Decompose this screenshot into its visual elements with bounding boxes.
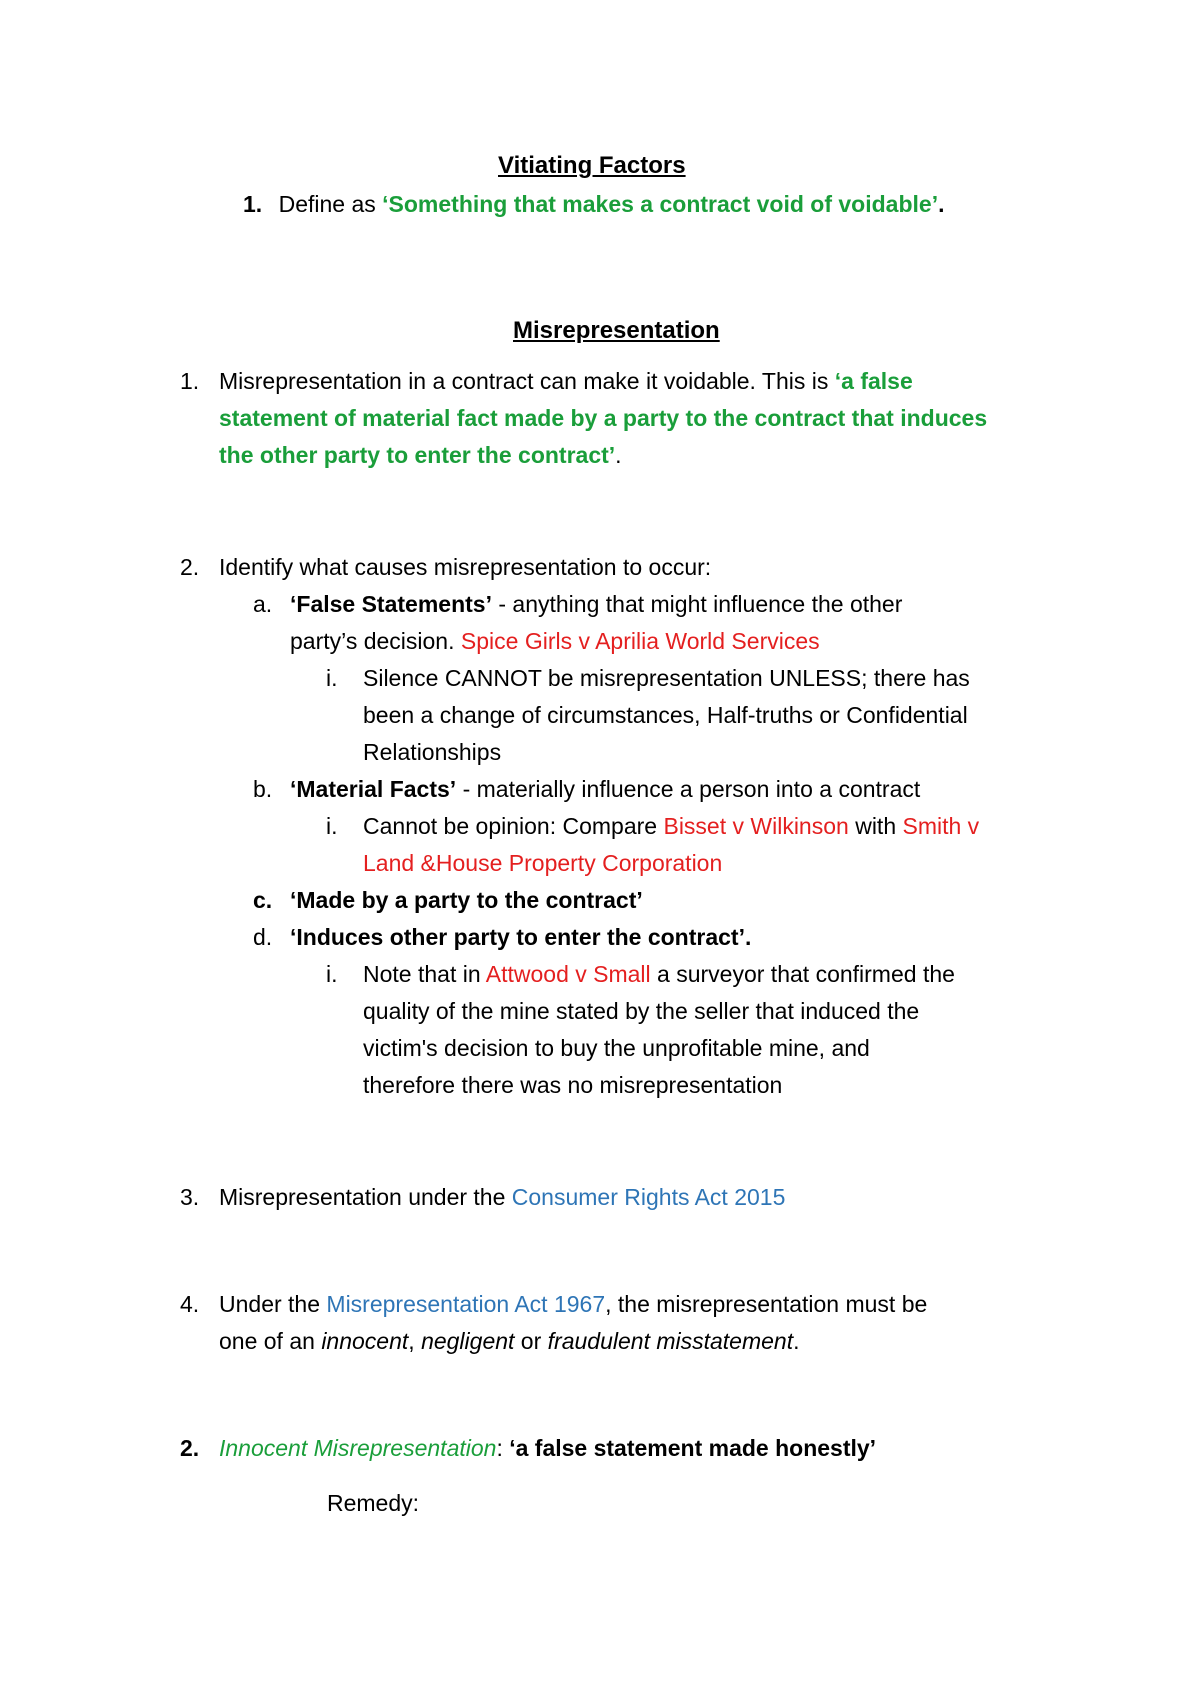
case-bisset: Bisset v Wilkinson: [663, 813, 849, 839]
item1-number: 1.: [180, 368, 200, 394]
item2d-bold: ‘Induces other party to enter the contract’.: [290, 924, 752, 950]
item4-or: or: [514, 1328, 548, 1354]
item2-number: 2.: [180, 554, 200, 580]
item2a-line1: [290, 587, 902, 621]
item2b-rest: - materially influence a person into a contract: [456, 776, 921, 802]
case-smith-cont: Land &House Property Corporation: [363, 850, 723, 876]
item2a-letter: a.: [253, 591, 273, 617]
item5-colon: :: [496, 1435, 510, 1461]
item2d-i-rest: a surveyor that confirmed the: [650, 961, 955, 987]
item4-text1: Under the: [219, 1291, 327, 1317]
item3-text: Misrepresentation under the: [219, 1184, 512, 1210]
item2a-line2-text: party’s decision.: [290, 628, 461, 654]
item2b-i-line1: [363, 809, 979, 843]
item1-text: Misrepresentation in a contract can make it voidable. This is: [219, 368, 835, 394]
section-heading: Misrepresentation: [513, 317, 720, 344]
item2b-letter: b.: [253, 776, 273, 802]
item2d-i-num: i.: [326, 961, 338, 987]
item4-number: 4.: [180, 1291, 200, 1317]
item2a-i-num: i.: [326, 665, 338, 691]
term-fraudulent: fraudulent misstatement: [547, 1328, 794, 1354]
item5-number: 2.: [180, 1435, 200, 1461]
item2c-bold: ‘Made by a party to the contract’: [290, 887, 643, 913]
item2a-i-line2: been a change of circumstances, Half-truths or Confidential: [363, 702, 968, 728]
remedy-label: Remedy:: [327, 1490, 420, 1516]
item4-comma: ,: [408, 1328, 422, 1354]
item2d-i-line3: victim's decision to buy the unprofitable mine, and: [363, 1035, 870, 1061]
item4-text2: , the misrepresentation must be: [605, 1291, 928, 1317]
intro-definition: ‘Something that makes a contract void of voidable’: [382, 191, 939, 217]
innocent-misrep-definition: ‘a false statement made honestly’: [509, 1435, 877, 1461]
item2b-bold: ‘Material Facts’: [290, 776, 457, 802]
item2d-i-line4: therefore there was no misrepresentation: [363, 1072, 783, 1098]
item2d-i-line1: [363, 957, 955, 991]
intro-end: .: [938, 191, 945, 217]
item1-line1: [219, 364, 913, 398]
item1-quote-end: the other party to enter the contract’: [219, 442, 616, 468]
term-negligent: negligent: [421, 1328, 515, 1354]
item1-quote-start: ‘a false: [834, 368, 913, 394]
item2a-rest: - anything that might influence the other: [491, 591, 903, 617]
item4-end: .: [793, 1328, 800, 1354]
item2d-i-text: Note that in: [363, 961, 486, 987]
item4-line2-a: one of an: [219, 1328, 322, 1354]
item3-line: [219, 1180, 785, 1214]
item2b-i-text: Cannot be opinion: Compare: [363, 813, 664, 839]
intro-number: 1.: [243, 191, 263, 217]
case-attwood: Attwood v Small: [485, 961, 651, 987]
item2a-bold: ‘False Statements’: [290, 591, 492, 617]
item2b-i-num: i.: [326, 813, 338, 839]
item2a-i-line1: Silence CANNOT be misrepresentation UNLESS; there has: [363, 665, 970, 691]
item4-line2: [219, 1324, 800, 1358]
item2d-letter: d.: [253, 924, 273, 950]
item1-end: .: [615, 442, 622, 468]
item3-number: 3.: [180, 1184, 200, 1210]
item5-line: [219, 1431, 876, 1465]
item2b-line1: [290, 772, 920, 806]
item1-line3: [219, 438, 622, 472]
intro-line: [243, 187, 944, 221]
item2b-i-with: with: [848, 813, 903, 839]
case-smith: Smith v: [902, 813, 980, 839]
page-title: Vitiating Factors: [498, 152, 686, 179]
item4-line1: [219, 1287, 927, 1321]
case-spice-girls: Spice Girls v Aprilia World Services: [460, 628, 820, 654]
item1-line2: statement of material fact made by a party to the contract that induces: [219, 405, 988, 431]
item2a-i-line3: Relationships: [363, 739, 502, 765]
consumer-rights-act: Consumer Rights Act 2015: [511, 1184, 786, 1210]
item2c-letter: c.: [253, 887, 273, 913]
innocent-misrep-label: Innocent Misrepresentation: [219, 1435, 497, 1461]
intro-prefix: Define as: [278, 191, 383, 217]
item2d-i-line2: quality of the mine stated by the seller that induced the: [363, 998, 920, 1024]
item2-text: Identify what causes misrepresentation to occur:: [219, 554, 712, 580]
misrepresentation-act: Misrepresentation Act 1967: [326, 1291, 606, 1317]
item2a-line2: [290, 624, 820, 658]
term-innocent: innocent: [321, 1328, 409, 1354]
